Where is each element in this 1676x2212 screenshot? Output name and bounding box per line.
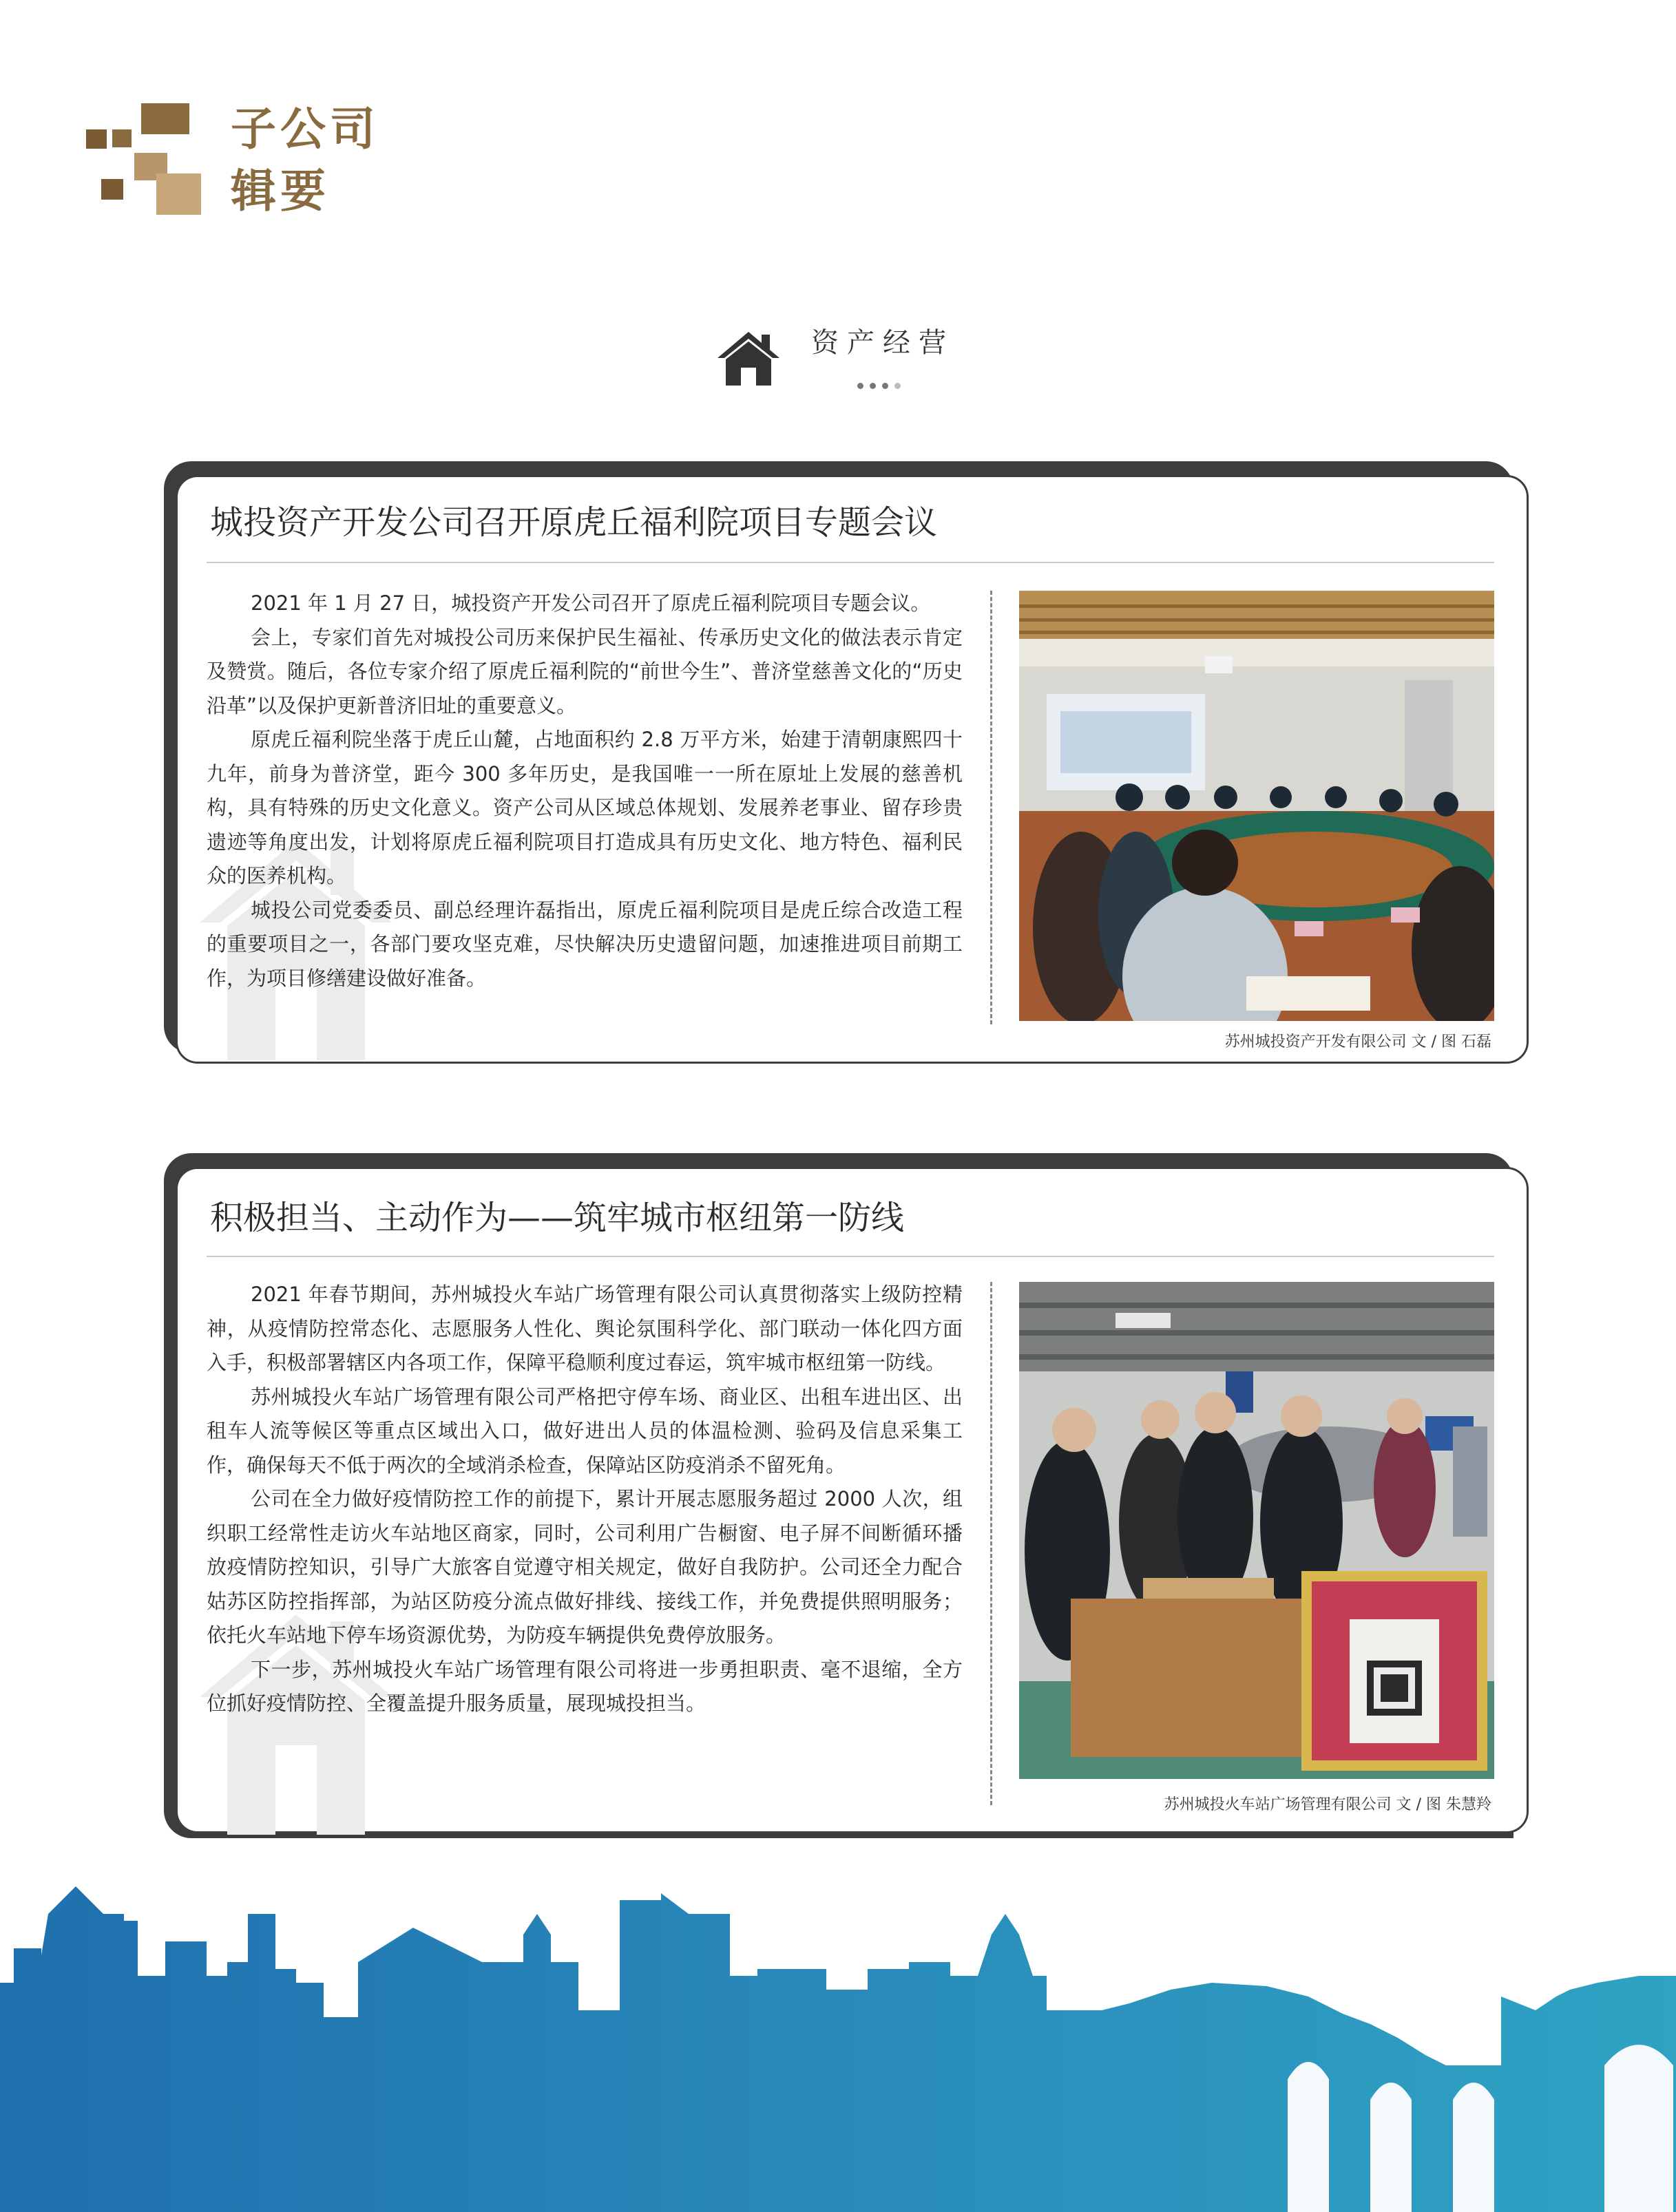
article-1-title: 城投资产开发公司召开原虎丘福利院项目专题会议 (210, 503, 938, 542)
company-logo (86, 103, 203, 217)
article-2-paragraph: 公司在全力做好疫情防控工作的前提下，累计开展志愿服务超过 2000 人次，组织职工经常性走访火车站地区商家，同时，公司利用广告橱窗、电子屏不间断循环播放疫情防控知识，引导广大旅客自觉遵守相关规定，做好自我防护。公司还全力配合姑苏区防控指挥部，为站区防疫分流点做好排线、接线工作，并免费提供照明服务；依托火车站地下停车场资源优势，为防疫车辆提供免费停放服务。 (207, 1487, 963, 1647)
article-2-title-rule (207, 1256, 1494, 1257)
header-title-line2: 辑要 (231, 165, 330, 218)
article-1-paragraph: 城投公司党委委员、副总经理许磊指出，原虎丘福利院项目是虎丘综合改造工程的重要项目之一，各部门要攻坚克难，尽快解决历史遗留问题，加速推进项目前期工作，为项目修缮建设做好准备。 (207, 898, 963, 990)
article-2-title: 积极担当、主动作为——筑牢城市枢纽第一防线 (210, 1199, 905, 1237)
article-1-body (207, 587, 963, 996)
article-1-paragraph: 2021 年 1 月 27 日，城投资产开发公司召开了原虎丘福利院项目专题会议。 (251, 591, 931, 615)
article-1-credit: 苏州城投资产开发有限公司 文 / 图 石磊 (1224, 1033, 1491, 1051)
article-2-divider (990, 1282, 992, 1805)
section-dots (857, 379, 907, 392)
article-1-title-rule (207, 562, 1494, 563)
house-icon (716, 329, 782, 388)
article-2-photo-checkpoint (1019, 1282, 1494, 1779)
article-1-divider (990, 591, 992, 1024)
article-2-paragraph: 2021 年春节期间，苏州城投火车站广场管理有限公司认真贯彻落实上级防控精神，从疫情防控常态化、志愿服务人性化、舆论氛围科学化、部门联动一体化四方面入手，积极部署辖区内各项工作，保障平稳顺利度过春运，筑牢城市枢纽第一防线。 (207, 1283, 963, 1374)
article-2-paragraph: 苏州城投火车站广场管理有限公司严格把守停车场、商业区、出租车进出区、出租车人流等候区等重点区域出入口，做好进出人员的体温检测、验码及信息采集工作，确保每天不低于两次的全域消杀检查，保障站区防疫消杀不留死角。 (207, 1384, 963, 1477)
article-1-photo-meeting (1019, 591, 1494, 1021)
city-skyline-illustration (0, 1873, 1676, 2212)
header-title-line1: 子公司 (231, 103, 379, 156)
article-1-paragraph: 会上，专家们首先对城投公司历来保护民生福祉、传承历史文化的做法表示肯定及赞赏。随后，各位专家介绍了原虎丘福利院的“前世今生”、普济堂慈善文化的“历史沿革”以及保护更新普济旧址的重要意义。 (207, 625, 963, 717)
article-2-credit: 苏州城投火车站广场管理有限公司 文 / 图 朱慧羚 (1164, 1796, 1491, 1813)
article-2-paragraph: 下一步，苏州城投火车站广场管理有限公司将进一步勇担职责、毫不退缩，全方位抓好疫情防控、全覆盖提升服务质量，展现城投担当。 (207, 1657, 963, 1715)
article-2-body (207, 1278, 963, 1721)
section-title: 资产经营 (811, 327, 954, 359)
article-1-paragraph: 原虎丘福利院坐落于虎丘山麓，占地面积约 2.8 万平方米，始建于清朝康熙四十九年，前身为普济堂，距今 300 多年历史，是我国唯一一所在原址上发展的慈善机构，具有特殊的历史文化意义。资产公司从区域总体规划、发展养老事业、留存珍贵遗迹等角度出发，计划将原虎丘福利院项目打造成具有历史文化、地方特色、福利民众的医养机构。 (207, 728, 963, 887)
